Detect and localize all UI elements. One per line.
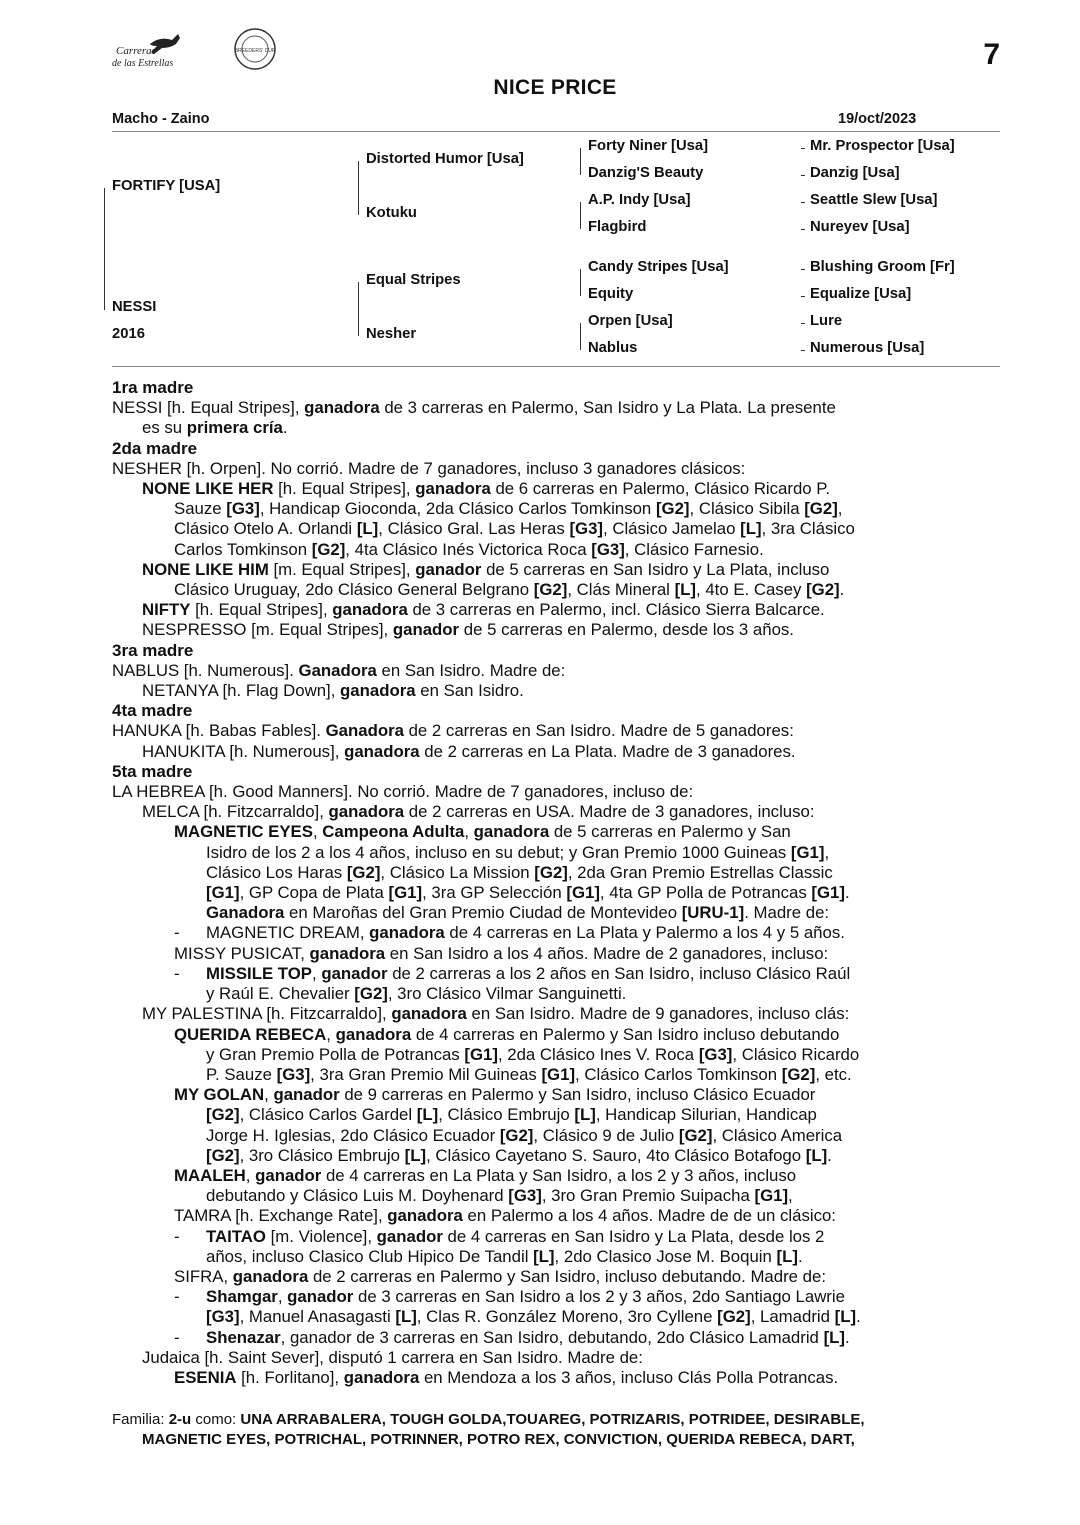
text-line: MY PALESTINA [h. Fitzcarraldo], ganadora en San Isidro. Madre de 9 ganadores, incluso clás: (142, 1004, 850, 1024)
text-line: TAMRA [h. Exchange Rate], ganadora en Palermo a los 4 años. Madre de de un clásico: (174, 1206, 836, 1226)
text-line: Clásico Otelo A. Orlandi [L], Clásico Gral. Las Heras [G3], Clásico Jamelao [L], 3ra Clásico (174, 519, 855, 539)
bracket (580, 323, 581, 350)
bracket (580, 269, 581, 296)
section-heading: 4ta madre (112, 701, 193, 721)
text-line: Jorge H. Iglesias, 2do Clásico Ecuador [G2], Clásico 9 de Julio [G2], Clásico America (206, 1125, 843, 1145)
pedigree-g2: Nesher (366, 326, 417, 342)
pedigree-g2: Distorted Humor [Usa] (366, 151, 524, 167)
text-line: Clásico Los Haras [G2], Clásico La Mission [G2], 2da Gran Premio Estrellas Classic (206, 862, 833, 882)
text-line: P. Sauze [G3], 3ra Gran Premio Mil Guineas [G1], Clásico Carlos Tomkinson [G2], etc. (206, 1064, 852, 1084)
text-line: HANUKA [h. Babas Fables]. Ganadora de 2 carreras en San Isidro. Madre de 5 ganadores: (112, 721, 794, 741)
dash-mark (801, 175, 805, 176)
pedigree-g3: Candy Stripes [Usa] (588, 259, 729, 275)
dash-mark (801, 202, 805, 203)
pedigree-g4: Blushing Groom [Fr] (810, 259, 955, 275)
bracket (580, 148, 581, 175)
text-line: años, incluso Clasico Club Hipico De Tandil [L], 2do Clasico Jose M. Boquin [L]. (206, 1246, 803, 1266)
text-line: NABLUS [h. Numerous]. Ganadora en San Isidro. Madre de: (112, 660, 566, 680)
text-line: Carlos Tomkinson [G2], 4ta Clásico Inés Victorica Roca [G3], Clásico Farnesio. (174, 539, 764, 559)
text-line: [G2], 3ro Clásico Embrujo [L], Clásico Cayetano S. Sauro, 4to Clásico Botafogo [L]. (206, 1145, 832, 1165)
pedigree-g4: Equalize [Usa] (810, 286, 912, 302)
dash-mark (801, 350, 805, 351)
produce-record (112, 378, 1002, 1388)
text-line: NIFTY [h. Equal Stripes], ganadora de 3 carreras en Palermo, incl. Clásico Sierra Balcarce. (142, 600, 825, 620)
horse-logo-icon (110, 24, 280, 74)
lot-number: 7 (983, 38, 1000, 71)
text-line: QUERIDA REBECA, ganadora de 4 carreras en Palermo y San Isidro incluso debutando (174, 1024, 840, 1044)
text-line: - TAITAO [m. Violence], ganador de 4 carreras en San Isidro y La Plata, desde los 2 (174, 1226, 825, 1246)
text-line: Clásico Uruguay, 2do Clásico General Belgrano [G2], Clás Mineral [L], 4to E. Casey [G2]. (174, 580, 845, 600)
divider (112, 366, 1000, 367)
section-heading: 1ra madre (112, 378, 194, 397)
text-line: - MAGNETIC DREAM, ganadora de 4 carreras en La Plata y Palermo a los 4 y 5 años. (174, 923, 845, 943)
text-line: [G2], Clásico Carlos Gardel [L], Clásico Embrujo [L], Handicap Silurian, Handicap (206, 1105, 817, 1125)
text-line: MISSY PUSICAT, ganadora en San Isidro a los 4 años. Madre de 2 ganadores, incluso: (174, 943, 829, 963)
text-line: - Shenazar, ganador de 3 carreras en San Isidro, debutando, 2do Clásico Lamadrid [L]. (174, 1327, 850, 1347)
dash-mark (801, 323, 805, 324)
text-line: MAALEH, ganador de 4 carreras en La Plata y San Isidro, a los 2 y 3 años, incluso (174, 1165, 797, 1185)
carreras-logo (110, 24, 280, 74)
text-line: NONE LIKE HIM [m. Equal Stripes], ganador de 5 carreras en San Isidro y La Plata, incluso (142, 559, 830, 579)
horse-name: NICE PRICE (493, 76, 617, 99)
text-line: NESPRESSO [m. Equal Stripes], ganador de 5 carreras en Palermo, desde los 3 años. (142, 620, 794, 640)
text-line: NONE LIKE HER [h. Equal Stripes], ganadora de 6 carreras en Palermo, Clásico Ricardo P. (142, 479, 830, 499)
text-line: Familia: 2-u como: UNA ARRABALERA, TOUGH GOLDA,TOUAREG, POTRIZARIS, POTRIDEE, DESIRABLE, (112, 1411, 865, 1428)
section-heading: 3ra madre (112, 640, 194, 660)
pedigree-g3: Equity (588, 286, 634, 302)
pedigree-g3: Flagbird (588, 219, 647, 235)
section-heading: 2da madre (112, 438, 198, 458)
pedigree-g4: Numerous [Usa] (810, 340, 925, 356)
bracket (358, 161, 359, 215)
text-line: NETANYA [h. Flag Down], ganadora en San Isidro. (142, 681, 524, 701)
dash-mark (801, 269, 805, 270)
text-line: y Raúl E. Chevalier [G2], 3ro Clásico Vilmar Sanguinetti. (206, 984, 627, 1004)
dam-year: 2016 (112, 326, 145, 342)
svg-text:Carreras: Carreras (116, 45, 156, 57)
text-line: LA HEBREA [h. Good Manners]. No corrió. Madre de 7 ganadores, incluso de: (112, 782, 694, 802)
text-line: NESHER [h. Orpen]. No corrió. Madre de 7 ganadores, incluso 3 ganadores clásicos: (112, 458, 746, 478)
bracket (358, 282, 359, 336)
text-line: Ganadora en Maroñas del Gran Premio Ciudad de Montevideo [URU-1]. Madre de: (206, 903, 830, 923)
text-line: - MISSILE TOP, ganador de 2 carreras a los 2 años en San Isidro, incluso Clásico Raúl (174, 963, 851, 983)
text-line: - Shamgar, ganador de 3 carreras en San Isidro a los 2 y 3 años, 2do Santiago Lawrie (174, 1287, 845, 1307)
text-line: [G1], GP Copa de Plata [G1], 3ra GP Selección [G1], 4ta GP Polla de Potrancas [G1]. (206, 883, 850, 903)
pedigree-g3: A.P. Indy [Usa] (588, 192, 691, 208)
dash-mark (801, 148, 805, 149)
pedigree-g3: Orpen [Usa] (588, 313, 673, 329)
text-line: MAGNETIC EYES, Campeona Adulta, ganadora de 5 carreras en Palermo y San (174, 822, 791, 842)
svg-text:de las Estrellas: de las Estrellas (112, 58, 174, 69)
sire: FORTIFY [USA] (112, 178, 221, 194)
text-line: HANUKITA [h. Numerous], ganadora de 2 carreras en La Plata. Madre de 3 ganadores. (142, 741, 796, 761)
bracket (580, 202, 581, 229)
text-line: ESENIA [h. Forlitano], ganadora en Mendoza a los 3 años, incluso Clás Polla Potrancas. (174, 1367, 839, 1387)
svg-text:BREEDERS' CUP: BREEDERS' CUP (234, 48, 276, 54)
bracket (104, 188, 105, 310)
pedigree-g3: Forty Niner [Usa] (588, 138, 709, 154)
text-line: SIFRA, ganadora de 2 carreras en Palermo y San Isidro, incluso debutando. Madre de: (174, 1266, 827, 1286)
text-line: MELCA [h. Fitzcarraldo], ganadora de 2 carreras en USA. Madre de 3 ganadores, incluso: (142, 802, 815, 822)
text-line: Judaica [h. Saint Sever], disputó 1 carrera en San Isidro. Madre de: (142, 1347, 643, 1367)
pedigree-g2: Kotuku (366, 205, 417, 221)
pedigree-g3: Danzig'S Beauty (588, 165, 704, 181)
text-line: debutando y Clásico Luis M. Doyhenard [G3], 3ro Gran Premio Suipacha [G1], (206, 1186, 793, 1206)
section-heading: 5ta madre (112, 761, 193, 781)
pedigree-g4: Nureyev [Usa] (810, 219, 910, 235)
pedigree-g4: Mr. Prospector [Usa] (810, 138, 955, 154)
text-line: MY GOLAN, ganador de 9 carreras en Palermo y San Isidro, incluso Clásico Ecuador (174, 1085, 816, 1105)
sex-color: Macho - Zaino (112, 111, 210, 127)
text-line: Sauze [G3], Handicap Gioconda, 2da Clásico Carlos Tomkinson [G2], Clásico Sibila [G2], (174, 499, 843, 519)
family-line (112, 1410, 865, 1450)
dash-mark (801, 229, 805, 230)
pedigree-g4: Danzig [Usa] (810, 165, 900, 181)
text-line: Isidro de los 2 a los 4 años, incluso en su debut; y Gran Premio 1000 Guineas [G1], (206, 842, 830, 862)
pedigree-g3: Nablus (588, 340, 638, 356)
dam: NESSI (112, 299, 157, 315)
pedigree-g4: Lure (810, 313, 843, 329)
text-line: NESSI [h. Equal Stripes], ganadora de 3 carreras en Palermo, San Isidro y La Plata. La presente (112, 398, 836, 418)
text-line: es su primera cría. (142, 418, 288, 438)
text-line: [G3], Manuel Anasagasti [L], Clas R. González Moreno, 3ro Cyllene [G2], Lamadrid [L]. (206, 1307, 861, 1327)
text-line: MAGNETIC EYES, POTRICHAL, POTRINNER, POTRO REX, CONVICTION, QUERIDA REBECA, DART, (142, 1431, 855, 1448)
pedigree-g4: Seattle Slew [Usa] (810, 192, 938, 208)
birth-date: 19/oct/2023 (838, 111, 917, 127)
text-line: y Gran Premio Polla de Potrancas [G1], 2da Clásico Ines V. Roca [G3], Clásico Ricardo (206, 1044, 860, 1064)
pedigree-g2: Equal Stripes (366, 272, 461, 288)
dash-mark (801, 296, 805, 297)
divider (112, 131, 1000, 132)
